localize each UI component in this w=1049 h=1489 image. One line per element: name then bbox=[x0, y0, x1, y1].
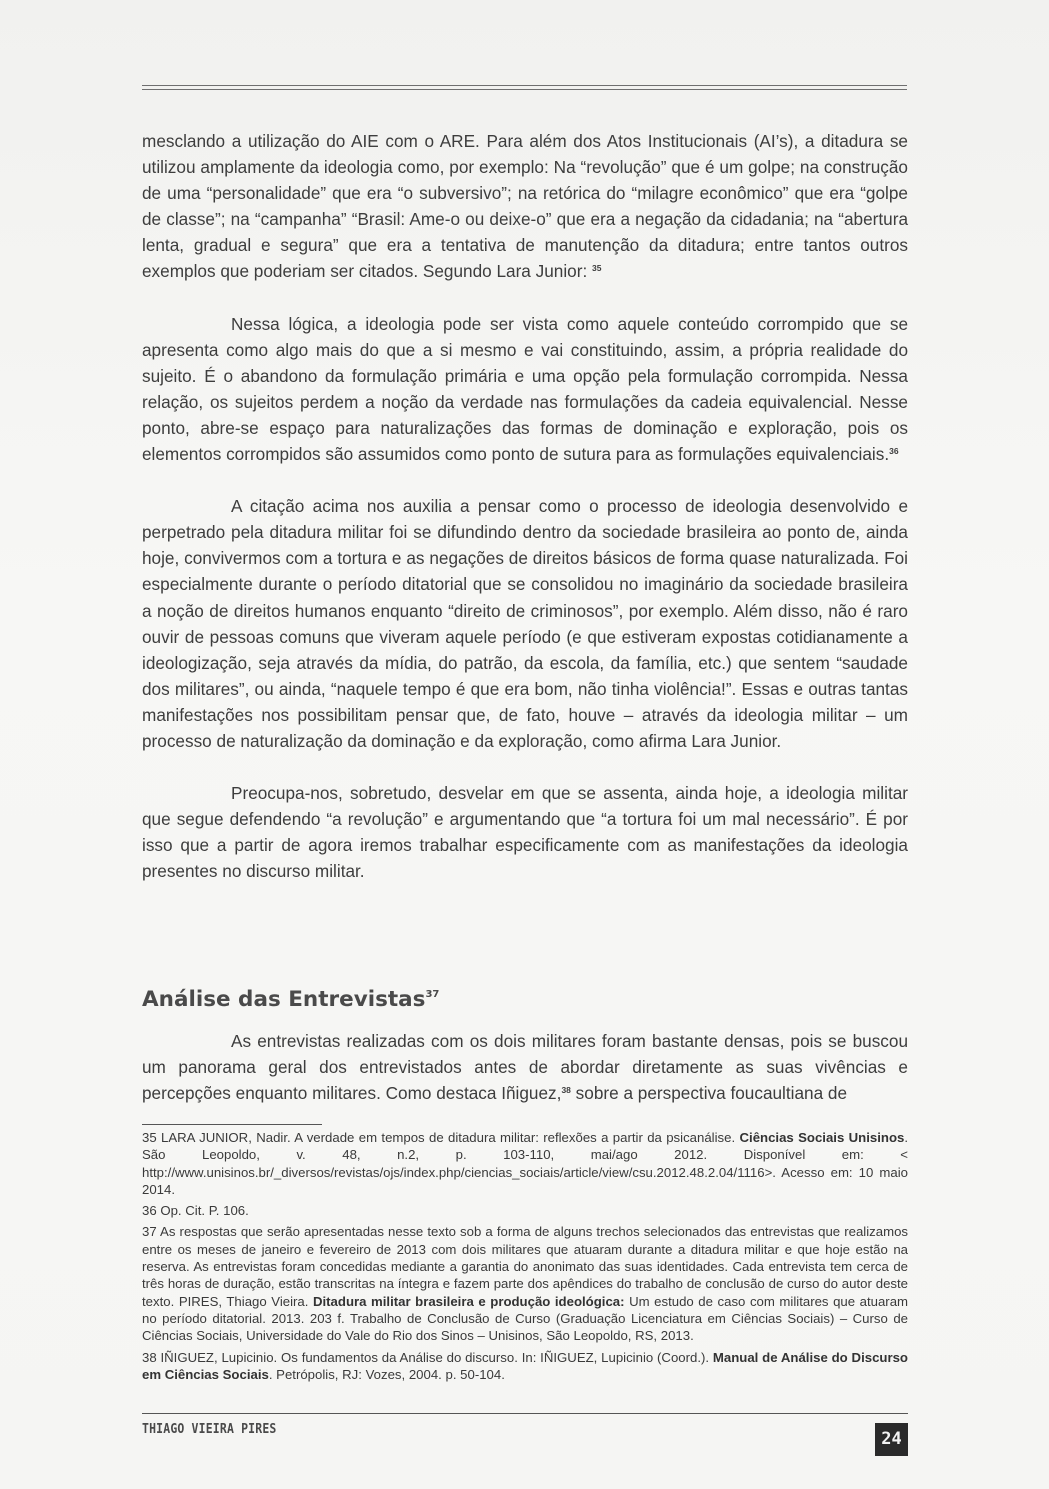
footnote-ref-37[interactable]: 37 bbox=[425, 989, 440, 1000]
footnote-38: 38 IÑIGUEZ, Lupicinio. Os fundamentos da Análise do discurso. In: IÑIGUEZ, Lupicinio (Coord.). Manual de Análise do Discurso em Ciências Sociais. Petrópolis, RJ: Vozes, 2004. p. 50-104. bbox=[142, 1349, 908, 1382]
footnote-ref-36[interactable]: 36 bbox=[889, 446, 899, 457]
paragraph: A citação acima nos auxilia a pensar como o processo de ideologia desenvolvido e perpetrado pela ditadura militar foi se difundindo dentro da sociedade brasileira ao ponto de, ainda hoje, convivermos com a tortura e as negações de direitos básicos de forma quase naturalizada. Foi especialmente durante o período ditatorial que se consolidou no imaginário da sociedade brasileira a noção de direitos humanos enquanto “direito de criminosos”, por exemplo. Além disso, não é raro ouvir de pessoas comuns que viveram aquele período (e que estiveram expostas cotidianamente a ideologização, seja através da mídia, do patrão, da escola, da família, etc.) que sentem “saudade dos militares”, ou ainda, “naquele tempo é que era bom, não tinha violência!”. Essas e outras tantas manifestações nos possibilitam pensar que, de fato, houve – através da ideologia militar – um processo de naturalização da dominação e da exploração, como afirma Lara Junior. bbox=[142, 496, 908, 751]
header-rule bbox=[142, 85, 907, 86]
paragraph: Preocupa-nos, sobretudo, desvelar em que se assenta, ainda hoje, a ideologia militar que segue defendendo “a revolução” e argumentando que “a tortura foi um mal necessário”. É por isso que a partir de agora iremos trabalhar especificamente com as manifestações da ideologia presentes no discurso militar. bbox=[142, 783, 908, 882]
footer-author: THIAGO VIEIRA PIRES bbox=[142, 1421, 277, 1437]
footnotes bbox=[142, 1129, 908, 1387]
main-text bbox=[142, 128, 908, 884]
header-rule-secondary bbox=[142, 89, 907, 90]
footer-rule bbox=[142, 1413, 908, 1414]
paragraph-continuation: mesclando a utilização do AIE com o ARE. Para além dos Atos Institucionais (AI’s), a ditadura se utilizou amplamente da ideologia como, por exemplo: Na “revolução” que é um golpe; na construção de uma “personalidade” que era “o subversivo”; na retórica do “milagre econômico” que era “golpe de classe”; na “campanha” “Brasil: Ame-o ou deixe-o” que era a negação da cidadania; na “abertura lenta, gradual e segura” que era a tentativa de manutenção da ditadura; entre tantos outros exemplos que poderiam ser citados. Segundo Lara Junior: $^{35}$ bbox=[142, 131, 908, 282]
section-heading: Análise das Entrevistas$^{37}$ bbox=[142, 987, 440, 1012]
paragraph: As entrevistas realizadas com os dois militares foram bastante densas, pois se buscou um panorama geral dos entrevistados antes de abordar diretamente as suas vivências e percepções enquanto militares. Como destaca Iñiguez,$^{38}$ sobre a perspectiva foucaultiana de bbox=[142, 1031, 908, 1104]
footnote-ref-38[interactable]: 38 bbox=[561, 1085, 571, 1096]
footnote-separator bbox=[142, 1124, 322, 1125]
footnote-ref-35[interactable]: 35 bbox=[592, 263, 602, 274]
block-quote: Nessa lógica, a ideologia pode ser vista como aquele conteúdo corrompido que se apresenta como algo mais do que a si mesmo e vai constituindo, assim, a própria realidade do sujeito. É o abandono da formulação primária e uma opção pela formulação corrompida. Nessa relação, os sujeitos perdem a noção da verdade nas formulações da cadeia equivalencial. Nesse ponto, abre-se espaço para naturalizações das formas de dominação e exploração, pois os elementos corrompidos são assumidos como ponto de sutura para as formulações equivalenciais.$^{36}$ bbox=[142, 313, 908, 465]
footnote-36: 36 Op. Cit. P. 106. bbox=[142, 1203, 249, 1219]
page-number-badge: 24 bbox=[875, 1423, 908, 1456]
section-text bbox=[142, 1028, 908, 1106]
footnote-37: 37 As respostas que serão apresentadas nesse texto sob a forma de alguns trechos selecionados das entrevistas que realizamos entre os meses de janeiro e fevereiro de 2013 com dois militares que atuaram durante a ditadura militar e que hoje estão na reserva. As entrevistas foram concedidas mediante a garantia do anonimato das suas identidades. Cada entrevista tem cerca de três horas de duração, estão transcritas na íntegra e fazem parte dos apêndices do trabalho de conclusão de curso do autor deste texto. PIRES, Thiago Vieira. Ditadura militar brasileira e produção ideológica: Um estudo de caso com militares que atuaram no período ditatorial. 2013. 203 f. Trabalho de Conclusão de Curso (Graduação Licenciatura em Ciências Sociais) – Curso de Ciências Sociais, Universidade do Vale do Rio dos Sinos – Unisinos, São Leopoldo, RS, 2013. bbox=[142, 1224, 909, 1344]
footnote-35: 35 LARA JUNIOR, Nadir. A verdade em tempos de ditadura militar: reflexões a partir da psicanálise. Ciências Sociais Unisinos. São Leopoldo, v. 48, n.2, p. 103-110, mai/ago 2012. Disponível em: < http://www.unisinos.br/_diversos/revistas/ojs/index.php/ciencias_sociais/article/view/csu.2012.48.2.04/1116>. Acesso em: 10 maio 2014. bbox=[142, 1130, 908, 1197]
